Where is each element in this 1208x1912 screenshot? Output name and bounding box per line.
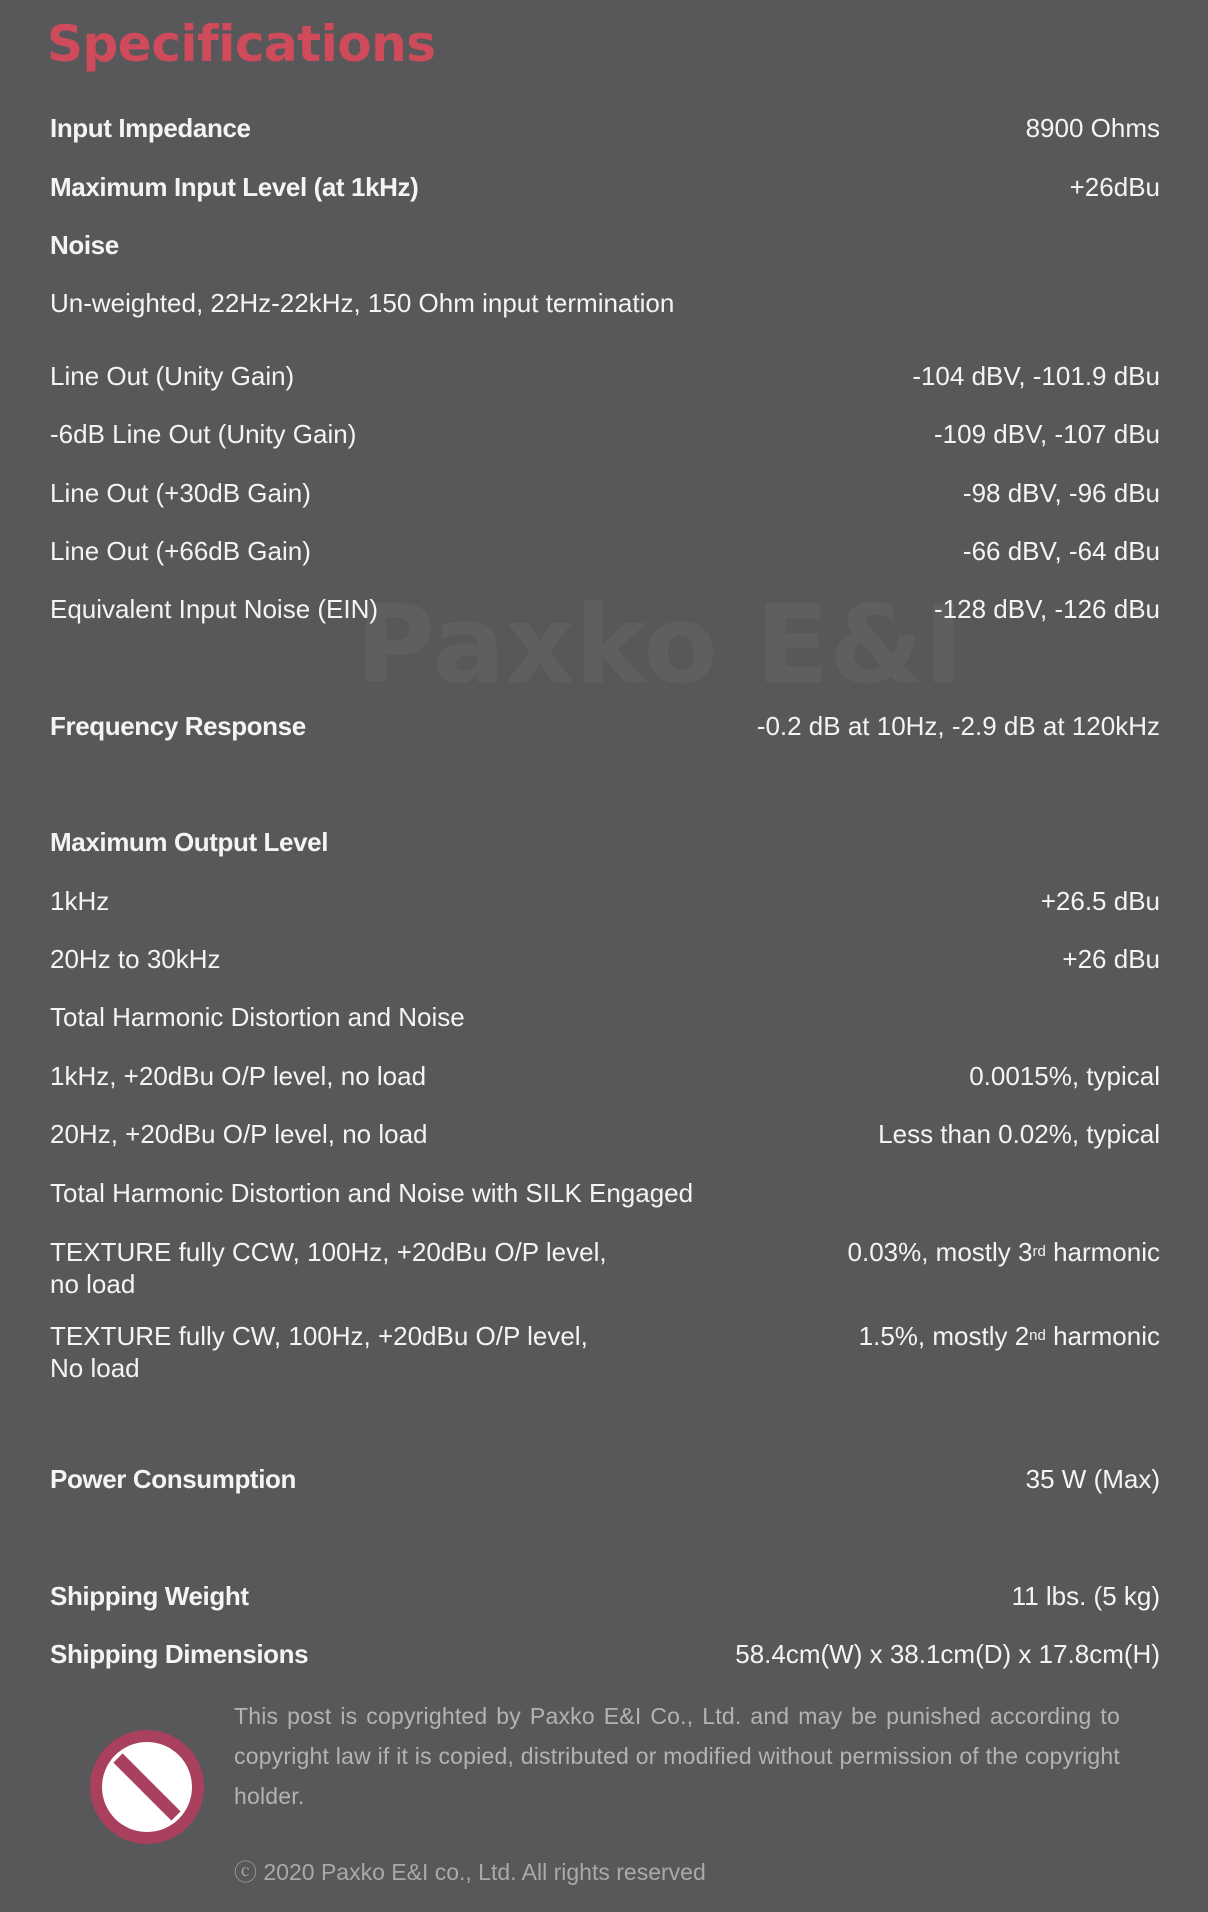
- spec-value: 0.0015%, typical: [969, 1061, 1160, 1091]
- spec-value: 8900 Ohms: [1025, 113, 1160, 143]
- value-text: 0.03%, mostly 3: [847, 1237, 1033, 1267]
- spec-row-power-consumption: [50, 1463, 1160, 1495]
- spec-label: Frequency Response: [50, 711, 306, 741]
- spec-row-texture-ccw: [50, 1236, 1160, 1300]
- spec-label: TEXTURE fully CCW, 100Hz, +20dBu O/P level, no load: [50, 1237, 607, 1299]
- spec-label: 20Hz to 30kHz: [50, 944, 221, 974]
- spec-row-ein: [50, 593, 1160, 625]
- spec-row-frequency-response: [50, 710, 1160, 742]
- spec-row-shipping-weight: [50, 1580, 1160, 1612]
- spec-label: Shipping Weight: [50, 1581, 249, 1611]
- spec-label: -6dB Line Out (Unity Gain): [50, 419, 357, 449]
- spec-label: Un-weighted, 22Hz-22kHz, 150 Ohm input termination: [50, 288, 675, 318]
- spec-row-noise: [50, 229, 1160, 261]
- value-superscript: nd: [1029, 1327, 1046, 1344]
- spec-row-texture-cw: [50, 1320, 1160, 1384]
- spec-row-line-out-unity: [50, 360, 1160, 392]
- spec-value: -128 dBV, -126 dBu: [934, 594, 1160, 624]
- spec-label: 20Hz, +20dBu O/P level, no load: [50, 1119, 428, 1149]
- value-superscript: rd: [1032, 1243, 1046, 1260]
- spec-row-thd-n: [50, 1001, 1160, 1033]
- spec-value: -66 dBV, -64 dBu: [962, 536, 1160, 566]
- spec-row-thd-20hz: [50, 1118, 1160, 1150]
- spec-value: 58.4cm(W) x 38.1cm(D) x 17.8cm(H): [735, 1639, 1160, 1669]
- spec-row-max-output-level: [50, 826, 1160, 858]
- spec-label: Line Out (Unity Gain): [50, 361, 295, 391]
- spec-label: Maximum Output Level: [50, 827, 329, 857]
- copyright-line: ⓒ 2020 Paxko E&I co., Ltd. All rights reserved: [234, 1859, 706, 1885]
- spec-label: Equivalent Input Noise (EIN): [50, 594, 379, 624]
- spec-row-thd-silk: [50, 1177, 1160, 1209]
- spec-row-6db-line-out-unity: [50, 418, 1160, 450]
- spec-label: Total Harmonic Distortion and Noise with SILK Engaged: [50, 1178, 694, 1208]
- spec-label: 1kHz: [50, 886, 110, 916]
- spec-row-shipping-dimensions: [50, 1638, 1160, 1670]
- spec-value: 11 lbs. (5 kg): [1011, 1581, 1160, 1611]
- spec-row-1khz: [50, 885, 1160, 917]
- watermark: Paxko E&I: [356, 583, 964, 708]
- spec-row-thd-1khz: [50, 1060, 1160, 1092]
- spec-label: Noise: [50, 230, 119, 260]
- spec-value: +26dBu: [1069, 172, 1160, 202]
- spec-label: Input Impedance: [50, 113, 251, 143]
- spec-value: -104 dBV, -101.9 dBu: [912, 361, 1160, 391]
- page-title: Specifications: [47, 15, 436, 73]
- spec-label: TEXTURE fully CW, 100Hz, +20dBu O/P level, No load: [50, 1321, 588, 1383]
- spec-value: -98 dBV, -96 dBu: [962, 478, 1160, 508]
- spec-row-20hz-30khz: [50, 943, 1160, 975]
- spec-value: [859, 1320, 1160, 1352]
- value-text: 1.5%, mostly 2: [858, 1321, 1030, 1351]
- spec-row-noise-conditions: [50, 287, 1160, 319]
- spec-label: Total Harmonic Distortion and Noise: [50, 1002, 465, 1032]
- spec-label: 1kHz, +20dBu O/P level, no load: [50, 1061, 427, 1091]
- spec-label: Power Consumption: [50, 1464, 296, 1494]
- spec-value: +26.5 dBu: [1040, 886, 1160, 916]
- value-suffix: harmonic: [1045, 1237, 1160, 1267]
- spec-label: Shipping Dimensions: [50, 1639, 309, 1669]
- spec-label: Line Out (+30dB Gain): [50, 478, 311, 508]
- spec-value: -109 dBV, -107 dBu: [934, 419, 1160, 449]
- spec-value: +26 dBu: [1062, 944, 1160, 974]
- spec-label: Line Out (+66dB Gain): [50, 536, 311, 566]
- spec-value: [848, 1236, 1160, 1268]
- copyright-notice: This post is copyrighted by Paxko E&I Co., Ltd. and may be punished according to copyright law if it is copied, distributed or modified without permission of the copyright holder.: [234, 1703, 1120, 1809]
- spec-value: 35 W (Max): [1025, 1464, 1160, 1494]
- spec-row-max-input-level: [50, 171, 1160, 203]
- spec-value: -0.2 dB at 10Hz, -2.9 dB at 120kHz: [756, 711, 1160, 741]
- no-entry-icon: [88, 1728, 206, 1846]
- spec-value: Less than 0.02%, typical: [878, 1119, 1160, 1149]
- spec-row-input-impedance: [50, 112, 1160, 144]
- spec-row-line-out-30db: [50, 477, 1160, 509]
- spec-row-line-out-66db: [50, 535, 1160, 567]
- spec-label: Maximum Input Level (at 1kHz): [50, 172, 419, 202]
- value-suffix: harmonic: [1045, 1321, 1160, 1351]
